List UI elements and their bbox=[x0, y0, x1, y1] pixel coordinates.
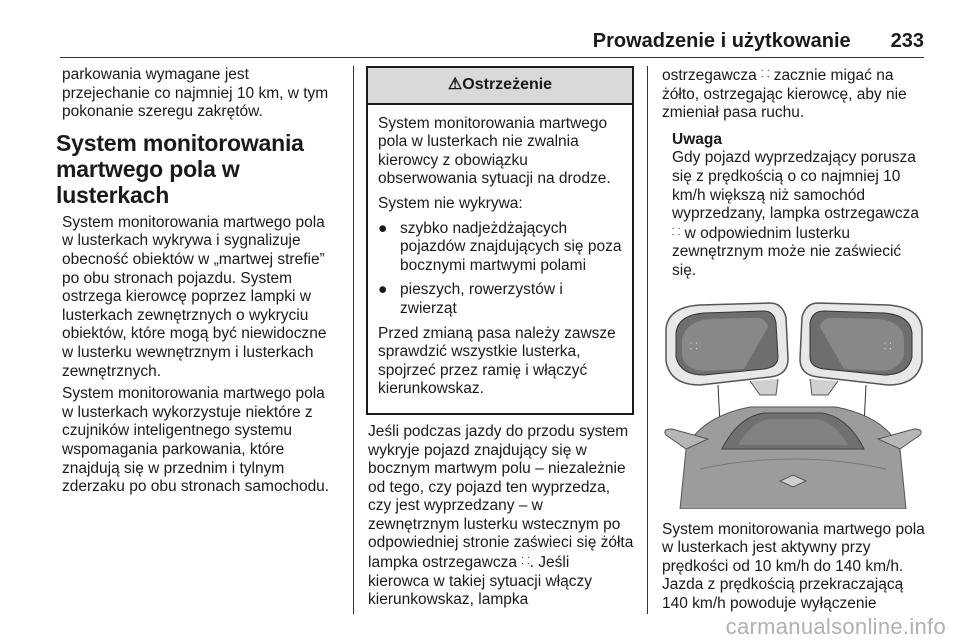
body-paragraph-3-start: Jeśli podczas jazdy do przodu system wykryje pojazd znajdujący się w bocznym martwym polu – niezależnie od tego, czy pojazd ten wyprzedza, czy jest wyprzedzany – w zewnętrznym lusterku wstecznym po odpowiedniej stronie zaświeci się żółta lampka ostrzegawcza bbox=[368, 422, 634, 572]
warning-title-bar bbox=[368, 68, 632, 105]
note-text-end: w odpowiednim lusterku zewnętrznym może nie zaświecić się. bbox=[672, 224, 902, 279]
warning-body bbox=[368, 105, 632, 413]
note-label: Uwaga bbox=[672, 130, 722, 148]
column-1 bbox=[56, 66, 340, 501]
blind-spot-warning-icon: ⸬ bbox=[521, 556, 530, 568]
body-paragraph-4 bbox=[662, 66, 926, 123]
page-header bbox=[60, 30, 924, 53]
note-text-start: Gdy pojazd wyprzedzający porusza się z prędkością o co najmniej 10 km/h większą niż samochód wyprzedzany, lampka ostrzegawcza bbox=[672, 149, 919, 223]
body-paragraph-4-end: zacznie migać na żółto, ostrzegając kierowcę, aby nie zmieniał pasa ruchu. bbox=[662, 67, 907, 122]
car-illustration bbox=[665, 407, 921, 509]
warning-title: Ostrzeżenie bbox=[462, 76, 553, 93]
mirror-illustration bbox=[660, 299, 926, 509]
header-title: Prowadzenie i użytkowanie bbox=[592, 30, 851, 52]
column-divider-1 bbox=[353, 66, 354, 614]
note-text bbox=[672, 149, 926, 280]
warning-bullet bbox=[378, 220, 622, 276]
bullet-dot-icon: ● bbox=[378, 281, 388, 299]
column-3 bbox=[662, 66, 926, 618]
warning-bullet bbox=[378, 281, 622, 318]
body-paragraph-1: System monitorowania martwego pola w lusterkach wykrywa i sygnalizuje obecność obiektów w „martwej strefie” po obu stronach pojazdu. System ostrzega kierowcę poprzez lampki w lusterkach zewnętrznych o wykryciu obiektów, które mogą być niewidoczne w lusterku wewnętrznym i lusterkach zewnętrznych. bbox=[62, 213, 327, 380]
column-2 bbox=[368, 66, 634, 614]
warning-paragraph-1: System monitorowania martwego pola w lusterkach nie zwalnia kierowcy z obowiązku obserwowania sytuacji na drodze. bbox=[378, 114, 611, 188]
warning-box bbox=[366, 66, 634, 415]
intro-paragraph: parkowania wymagane jest przejechanie co najmniej 10 km, w tym pokonanie szeregu zakrętów. bbox=[62, 66, 329, 121]
note-block bbox=[662, 131, 926, 281]
mirror-car-diagram bbox=[660, 299, 926, 509]
left-mirror-warning-icon: ⸬ bbox=[690, 341, 698, 352]
body-paragraph-2: System monitorowania martwego pola w lusterkach wykorzystuje niektóre z czujników inteligentnego systemu wspomagania parkowania, które znajdują się w przednim i tylnym zderzaku po obu stronach samochodu. bbox=[62, 385, 330, 496]
warning-bullet-text: szybko nadjeżdżających pojazdów znajdujących się poza bocznymi martwymi polami bbox=[400, 219, 622, 274]
blind-spot-warning-icon: ⸬ bbox=[672, 226, 681, 238]
watermark: carmanualsonline.info bbox=[725, 614, 946, 639]
warning-bullet-text: pieszych, rowerzystów i zwierząt bbox=[400, 281, 563, 317]
right-mirror bbox=[800, 303, 922, 395]
page-number: 233 bbox=[890, 30, 924, 52]
bullet-dot-icon: ● bbox=[378, 219, 388, 237]
right-mirror-warning-icon: ⸬ bbox=[884, 341, 892, 352]
warning-paragraph-3: Przed zmianą pasa należy zawsze sprawdzić wszystkie lusterka, spojrzeć przez ramię i włączyć kierunkowskaz. bbox=[378, 324, 616, 398]
section-heading: System monitorowania martwego pola w lusterkach bbox=[56, 129, 304, 208]
blind-spot-warning-icon: ⸬ bbox=[761, 69, 770, 80]
column-divider-2 bbox=[647, 66, 648, 614]
header-rule bbox=[60, 57, 924, 58]
left-mirror bbox=[666, 303, 788, 395]
warning-icon: ⚠ bbox=[447, 76, 463, 93]
body-paragraph-4-start: ostrzegawcza bbox=[662, 67, 757, 84]
warning-paragraph-2: System nie wykrywa: bbox=[378, 194, 523, 212]
caption-paragraph: System monitorowania martwego pola w lusterkach jest aktywny przy prędkości od 10 km/h do 140 km/h. Jazda z prędkością przekraczającą 140 km/h powoduje wyłączenie bbox=[662, 520, 925, 612]
body-paragraph-3-end: . Jeśli kierowca w takiej sytuacji włączy kierunkowskaz, lampka bbox=[368, 554, 592, 609]
body-paragraph-3 bbox=[368, 423, 634, 610]
